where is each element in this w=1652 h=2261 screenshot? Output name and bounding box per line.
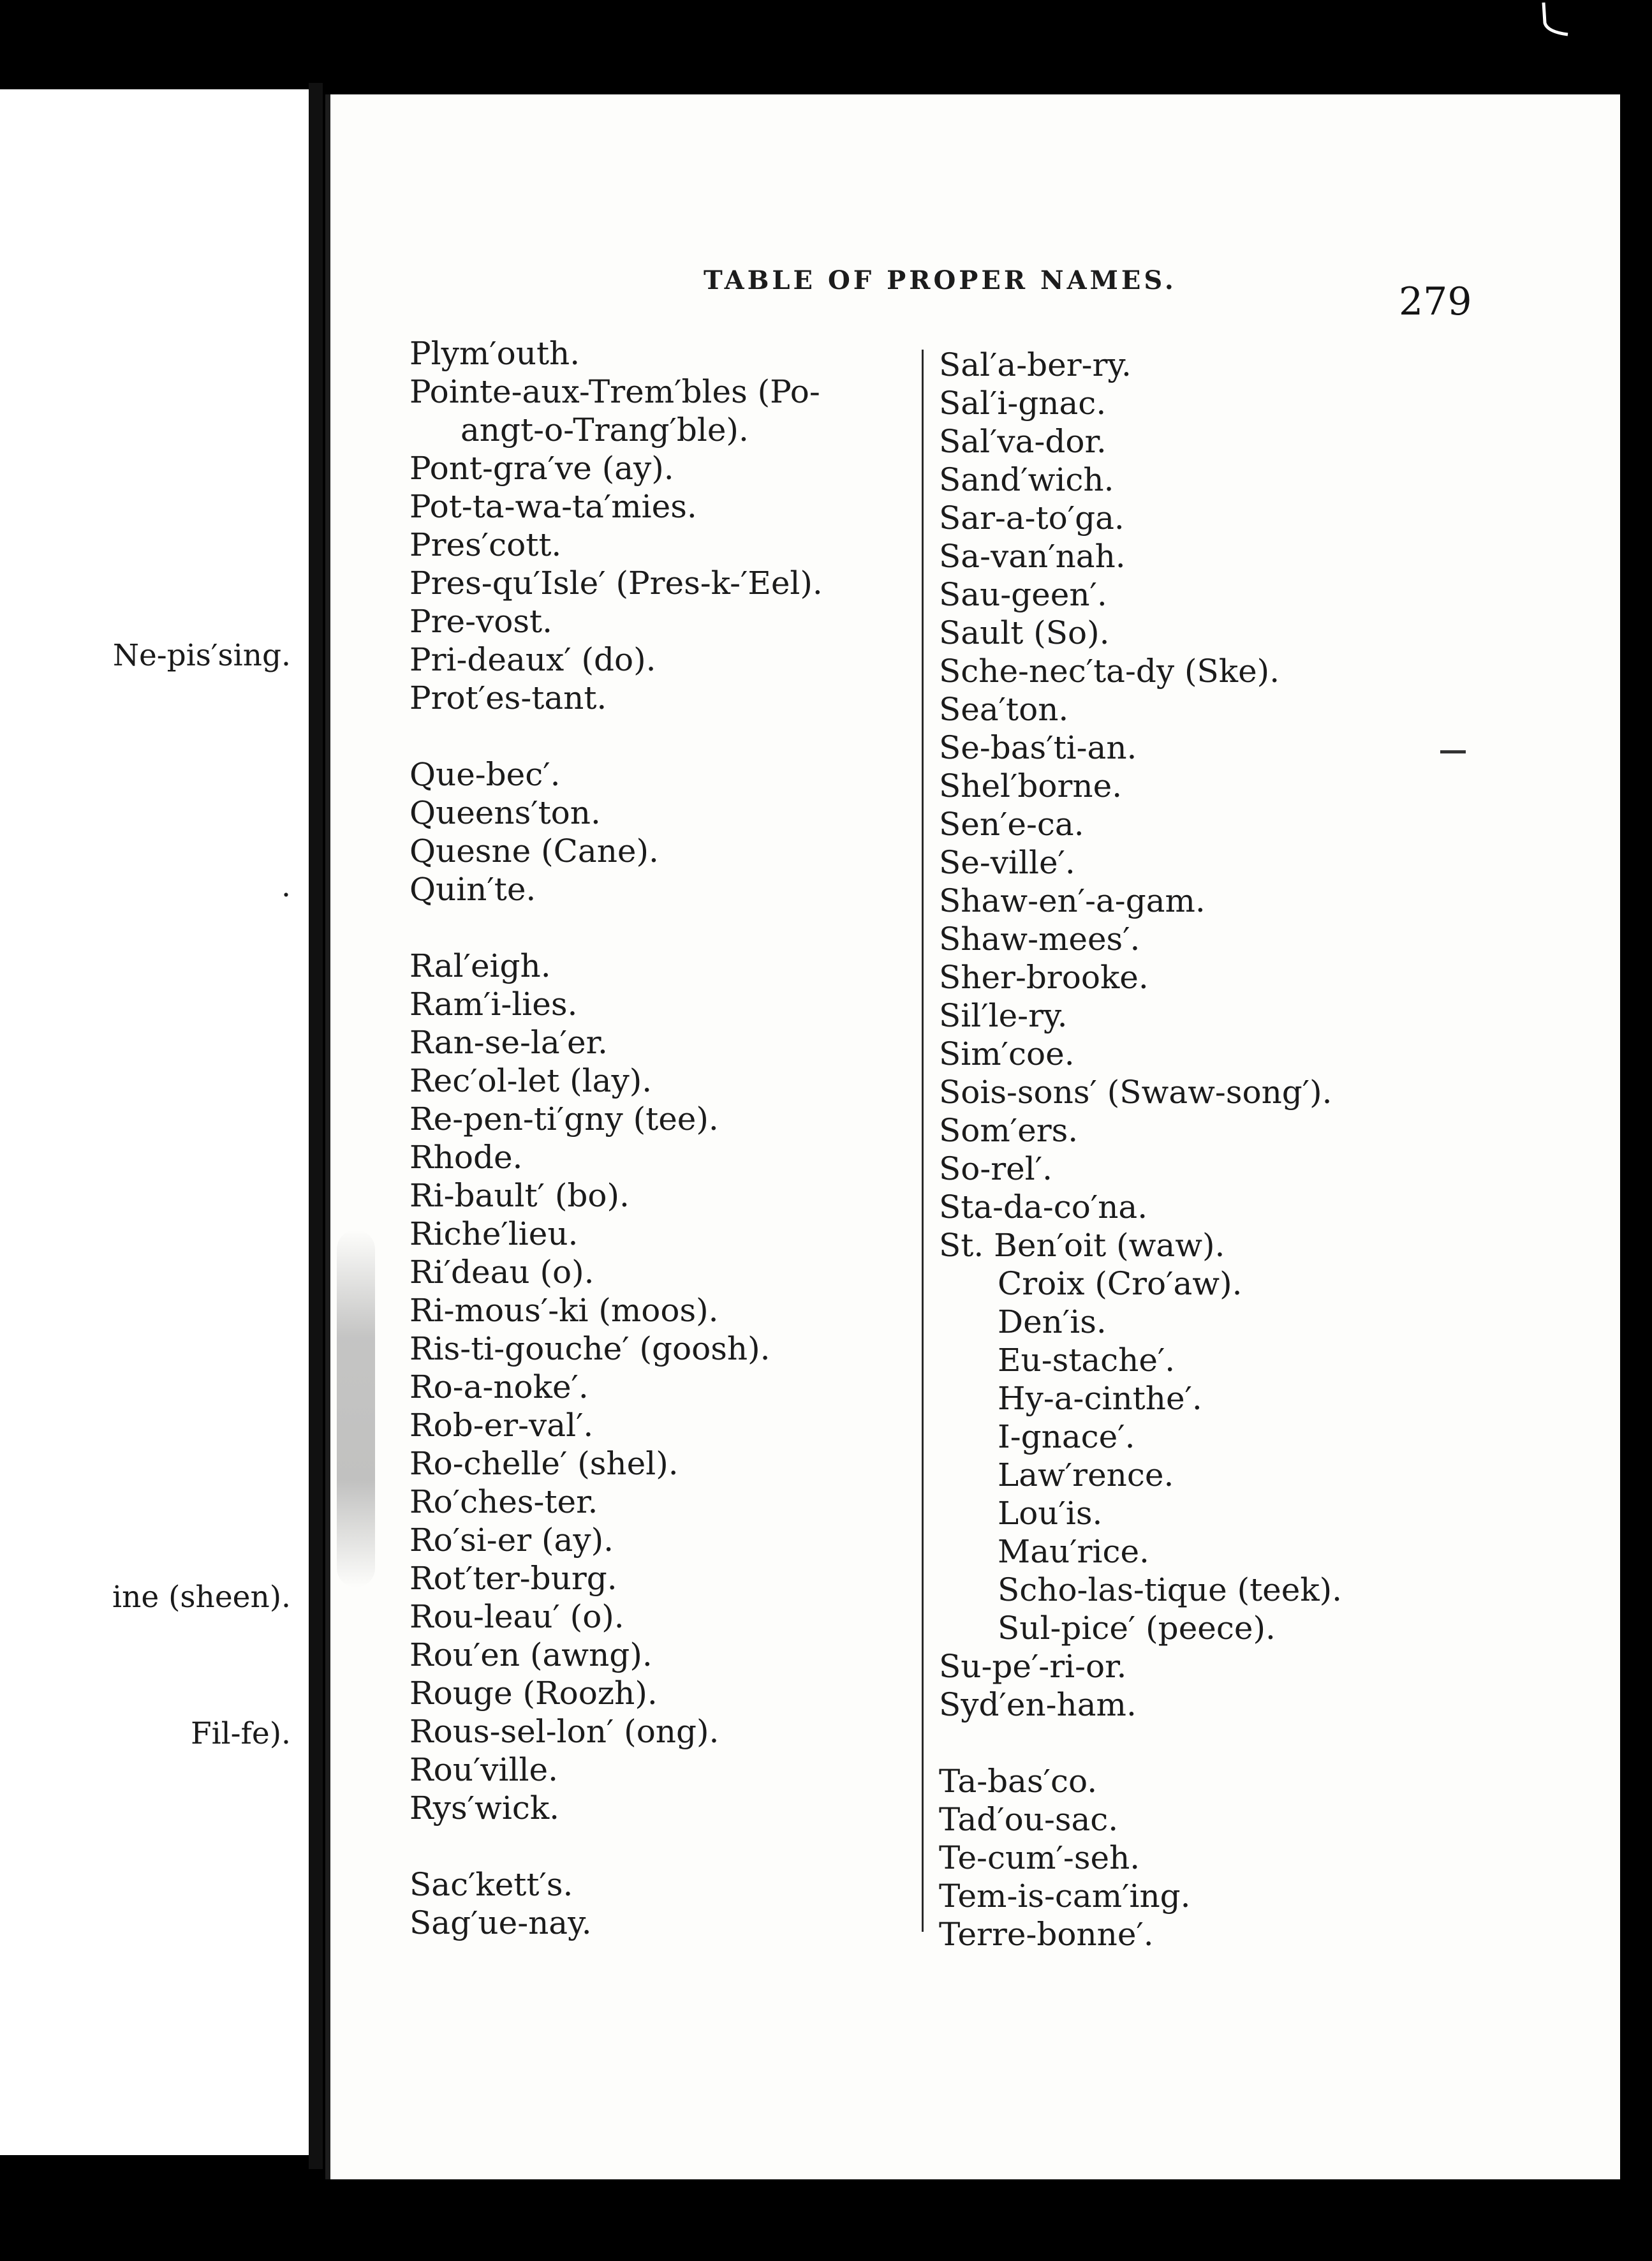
list-item: Sau-geen′. [939,576,1107,613]
left-page-text: ine (sheen). [112,1580,291,1615]
list-item: Pri-deaux′ (do). [409,641,656,678]
list-item: Prot′es-tant. [409,679,607,716]
list-item: Sa-van′nah. [939,538,1126,575]
list-item: Sil′le-ry. [939,997,1068,1034]
left-page-fragment [0,89,309,2155]
list-item: Lou′is. [998,1495,1103,1532]
list-item: Eu-stache′. [998,1342,1176,1379]
list-item: Hy-a-cinthe′. [998,1380,1202,1417]
list-item: Tad′ou-sac. [939,1801,1119,1838]
list-item: Ro-a-noke′. [409,1368,589,1405]
list-item: Ran-se-la′er. [409,1024,608,1061]
list-item: Plym′outh. [409,335,580,372]
list-item: Terre-bonne′. [939,1916,1154,1953]
book-spine [309,83,323,2169]
list-item: Sar-a-to′ga. [939,500,1125,537]
list-item: Sac′kett′s. [409,1866,573,1903]
list-item: Pres-qu′Isle′ (Pres-k-′Eel). [409,565,823,602]
list-item: Ri-bault′ (bo). [409,1177,630,1214]
list-item: Sche-nec′ta-dy (Ske). [939,653,1280,690]
list-item: Shaw-mees′. [939,921,1140,958]
list-item: Quesne (Cane). [409,833,659,870]
list-item: Pot-ta-wa-ta′mies. [409,488,697,525]
paper-stain [337,1230,375,1587]
list-item: Rous-sel-lon′ (ong). [409,1713,719,1750]
list-item: Re-pen-ti′gny (tee). [409,1101,719,1138]
list-item: Law′rence. [998,1457,1174,1494]
list-gap [409,908,907,947]
list-item: Sand′wich. [939,461,1114,498]
list-item: Tem-is-cam′ing. [939,1878,1191,1915]
list-item: Queens′ton. [409,794,601,831]
list-item: Rec′ol-let (lay). [409,1062,653,1099]
right-column-list [939,346,1577,1953]
list-item: Rou′ville. [409,1751,559,1788]
list-item: Sul-pice′ (peece). [998,1610,1276,1647]
list-item: Shaw-en′-a-gam. [939,882,1206,919]
list-item: So-rel′. [939,1150,1052,1187]
list-item: Den′is. [998,1303,1107,1340]
list-item: Shel′borne. [939,767,1123,804]
left-page-text: . [281,869,291,904]
list-item: Rou-leau′ (o). [409,1598,624,1635]
list-item: Sea′ton. [939,691,1069,728]
list-item: Som′ers. [939,1112,1079,1149]
list-item: Rhode. [409,1139,523,1176]
list-gap [409,1827,907,1865]
list-item: Ta-bas′co. [939,1763,1098,1800]
list-item: Sen′e-ca. [939,806,1084,843]
list-item: Rys′wick. [409,1790,560,1827]
list-item: Ro-chelle′ (shel). [409,1445,679,1482]
list-item: Rou′en (awng). [409,1636,653,1673]
list-item: Sal′va-dor. [939,423,1107,460]
list-item: Pre-vost. [409,603,553,640]
corner-mark-icon [1538,1,1574,40]
list-item: St. Ben′oit (waw). [939,1227,1225,1264]
list-item: Sim′coe. [939,1035,1075,1072]
page-title: TABLE OF PROPER NAMES. [704,265,1177,295]
list-item: Pres′cott. [409,526,562,563]
list-item: Sher-brooke. [939,959,1149,996]
left-column-list [409,334,907,1942]
list-item: Riche′lieu. [409,1215,579,1252]
list-item: Ri′deau (o). [409,1254,594,1291]
list-item: Sois-sons′ (Swaw-song′). [939,1074,1332,1111]
list-item: Te-cum′-seh. [939,1839,1140,1876]
list-item: Sta-da-co′na. [939,1189,1148,1226]
list-gap [409,717,907,755]
list-gap [939,1724,1577,1762]
list-item: Su-pe′-ri-or. [939,1648,1127,1685]
list-item: Croix (Cro′aw). [998,1265,1243,1302]
left-page-text: Ne-pis′sing. [112,638,291,673]
column-divider [922,350,924,1932]
page-number: 279 [1399,279,1472,324]
left-page-text: Fil-fe). [190,1716,291,1751]
list-item: Rob-er-val′. [409,1407,594,1444]
list-item: Que-bec′. [409,756,561,793]
list-item: angt-o-Trang′ble). [461,411,749,448]
list-item: I-gnace′. [998,1418,1135,1455]
list-item: Se-bas′ti-an. [939,729,1137,766]
list-item: Ram′i-lies. [409,986,578,1023]
list-item: Scho-las-tique (teek). [998,1571,1343,1608]
list-item: Rouge (Roozh). [409,1675,658,1712]
list-item: Sal′a-ber-ry. [939,346,1132,383]
list-item: Sag′ue-nay. [409,1904,592,1941]
list-item: Ro′ches-ter. [409,1483,598,1520]
list-item: Ral′eigh. [409,947,551,984]
list-item: Syd′en-ham. [939,1686,1137,1723]
list-item: Ro′si-er (ay). [409,1522,614,1559]
book-page [325,94,1620,2179]
list-item: Sault (So). [939,614,1110,651]
list-item: Pont-gra′ve (ay). [409,450,674,487]
list-item: Mau′rice. [998,1533,1149,1570]
list-item: Ris-ti-gouche′ (goosh). [409,1330,771,1367]
list-item: Quin′te. [409,871,536,908]
list-item: Ri-mous′-ki (moos). [409,1292,719,1329]
list-item: Pointe-aux-Trem′bles (Po- [409,373,820,410]
list-item: Se-ville′. [939,844,1075,881]
list-item: Sal′i-gnac. [939,385,1107,422]
list-item: Rot′ter-burg. [409,1560,617,1597]
